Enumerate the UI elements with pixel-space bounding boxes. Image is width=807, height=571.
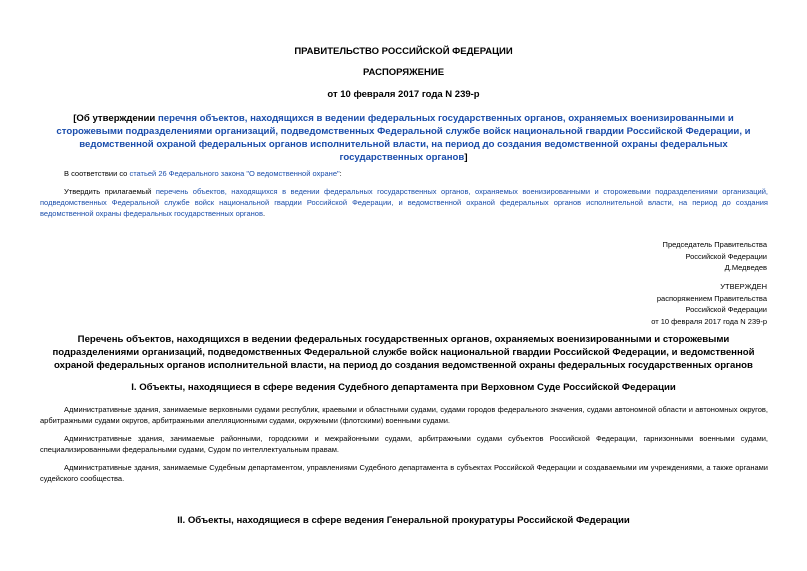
document-heading bbox=[40, 112, 767, 164]
section-2-title: II. Объекты, находящиеся в сфере ведения Генеральной прокуратуры Российской Федерации bbox=[177, 515, 630, 526]
list-title: Перечень объектов, находящихся в ведении федеральных государственных органов, охраняемых военизированными и сторожевыми подразделениями организаций, подведомственных Федеральной службе войск национальной гвардии Российской Федерации, и ведомственной охраной федеральных органов исполнительной власти, на период до создания ведомственной охраны федеральных государственных органов bbox=[52, 334, 755, 371]
section-1-paragraph-2: Административные здания, занимаемые районными, городскими и межрайонными судами, арбитражными судами субъектов Российской Федерации, гарнизонными военными судами, специализированными федеральными судами, Судом по интеллектуальным правам. bbox=[40, 434, 768, 454]
approved-stamp-block bbox=[651, 281, 767, 327]
document-date: от 10 февраля 2017 года N 239-р bbox=[327, 89, 480, 100]
approve-list-link[interactable]: перечень объектов, находящихся в ведении федеральных государственных органов, охраняемых военизированными и сторожевыми подразделениями организаций, подведомственных Федеральной службе войск национальной гвардии Российской Федерации, и ведомственной охраной федеральных органов исполнительной власти, на период до создания ведомственной охраны федеральных государственных органов bbox=[40, 187, 768, 218]
section-1-paragraph-3: Административные здания, занимаемые Судебным департаментом, управлениями Судебного департамента в субъектах Российской Федерации и создаваемыми им учреждениями, а также органами судейского сообщества. bbox=[40, 463, 768, 483]
approved-line-3: Российской Федерации bbox=[685, 305, 767, 314]
approved-line-1: УТВЕРЖДЕН bbox=[720, 282, 767, 291]
approved-line-2: распоряжением Правительства bbox=[656, 293, 767, 303]
approve-paragraph bbox=[40, 186, 768, 219]
government-title: ПРАВИТЕЛЬСТВО РОССИЙСКОЙ ФЕДЕРАЦИИ bbox=[294, 46, 513, 57]
heading-suffix: ] bbox=[464, 152, 468, 163]
approve-prefix: Утвердить прилагаемый bbox=[64, 187, 156, 196]
approve-suffix: . bbox=[262, 209, 266, 218]
section-1-paragraph-1: Административные здания, занимаемые верховными судами республик, краевыми и областными судами, судами городов федерального значения, судами автономной области и автономных округов, арбитражными судами округов, арбитражными апелляционными судами, окружными (флотскими) военными судами. bbox=[40, 405, 768, 425]
basis-law-link[interactable]: статьей 26 Федерального закона "О ведомственной охране" bbox=[129, 169, 340, 178]
signature-block bbox=[663, 239, 767, 274]
basis-suffix: : bbox=[339, 169, 342, 178]
heading-link[interactable]: перечня объектов, находящихся в ведении федеральных государственных органов, охраняемых военизированными и сторожевыми подразделениями организаций, подведомственных Федеральной службе войск национальной гвардии Российской Федерации, и ведомственной охраной федеральных органов исполнительной власти, на период до создания ведомственной охраны федеральных государственных органов bbox=[56, 113, 751, 163]
document-type: РАСПОРЯЖЕНИЕ bbox=[362, 67, 445, 78]
signature-line-1: Председатель Правительства bbox=[662, 240, 767, 249]
section-1-title: I. Объекты, находящиеся в сфере ведения Судебного департамента при Верховном Суде Российской Федерации bbox=[131, 382, 676, 393]
approved-line-4: от 10 февраля 2017 года N 239-р bbox=[651, 316, 767, 326]
basis-paragraph bbox=[64, 168, 764, 179]
signature-line-2: Российской Федерации bbox=[685, 251, 767, 261]
basis-prefix: В соответствии со bbox=[64, 169, 130, 178]
signature-line-3: Д.Медведев bbox=[724, 263, 767, 272]
heading-prefix: [Об утверждении bbox=[73, 113, 158, 124]
